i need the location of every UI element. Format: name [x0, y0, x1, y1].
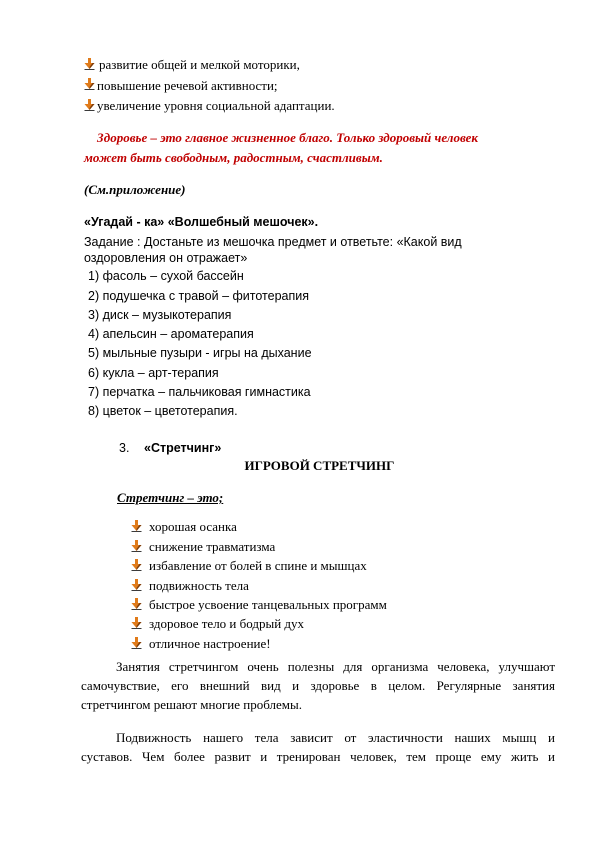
paragraph-line: суставов. Чем более развит и тренирован человек, тем проще ему жить и	[81, 749, 555, 764]
arrow-down-bullet-icon	[131, 617, 142, 629]
benefit-item: отличное настроение!	[149, 636, 271, 651]
paragraph-line: Подвижность нашего тела зависит от эластичности наших мышц и	[116, 730, 555, 745]
arrow-down-bullet-icon	[131, 637, 142, 649]
arrow-down-bullet-icon	[131, 579, 142, 591]
task-text-line: оздоровления он отражает»	[84, 251, 248, 265]
section-number: 3.	[119, 441, 130, 455]
benefit-item: быстрое усвоение танцевальных программ	[149, 597, 387, 612]
answer-item: 1) фасоль – сухой бассейн	[88, 269, 244, 283]
arrow-down-bullet-icon	[84, 78, 95, 90]
arrow-down-bullet-icon	[131, 520, 142, 532]
health-quote-line: Здоровье – это главное жизненное благо. Только здоровый человек	[97, 130, 478, 145]
paragraph-line: самочувствие, его внешний вид и здоровье в целом. Регулярные занятия	[81, 678, 555, 693]
paragraph-line: Занятия стретчингом очень полезны для организма человека, улучшают	[116, 659, 555, 674]
section-name: «Стретчинг»	[144, 441, 222, 455]
answer-item: 2) подушечка с травой – фитотерапия	[88, 289, 309, 303]
answer-item: 3) диск – музыкотерапия	[88, 308, 232, 322]
arrow-down-bullet-icon	[84, 99, 95, 111]
benefit-item: здоровое тело и бодрый дух	[149, 616, 305, 631]
definition-label: Стретчинг – это;	[117, 490, 224, 505]
benefit-item: хорошая осанка	[149, 519, 237, 534]
bullet-item: увеличение уровня социальной адаптации.	[97, 98, 335, 113]
benefit-item: подвижность тела	[149, 578, 249, 593]
arrow-down-bullet-icon	[131, 559, 142, 571]
benefit-item: снижение травматизма	[149, 539, 276, 554]
arrow-down-bullet-icon	[84, 58, 95, 70]
benefit-item: избавление от болей в спине и мышцах	[149, 558, 367, 573]
arrow-down-bullet-icon	[131, 598, 142, 610]
answer-item: 8) цветок – цветотерапия.	[88, 404, 238, 418]
arrow-down-bullet-icon	[131, 540, 142, 552]
answer-item: 6) кукла – арт-терапия	[88, 366, 219, 380]
task-text-line: Задание : Достаньте из мешочка предмет и ответьте: «Какой вид	[84, 235, 462, 249]
health-quote-line: может быть свободным, радостным, счастливым.	[84, 150, 383, 165]
game-title: «Угадай - ка» «Волшебный мешочек».	[84, 215, 319, 229]
answer-item: 7) перчатка – пальчиковая гимнастика	[88, 385, 311, 399]
appendix-note: (См.приложение)	[84, 182, 186, 197]
bullet-item: развитие общей и мелкой моторики,	[99, 57, 300, 72]
paragraph-line: стретчингом решают многие проблемы.	[81, 697, 302, 712]
bullet-item: повышение речевой активности;	[97, 78, 278, 93]
answer-item: 5) мыльные пузыри - игры на дыхание	[88, 346, 312, 360]
section-heading: ИГРОВОЙ СТРЕТЧИНГ	[244, 458, 395, 473]
answer-item: 4) апельсин – ароматерапия	[88, 327, 254, 341]
